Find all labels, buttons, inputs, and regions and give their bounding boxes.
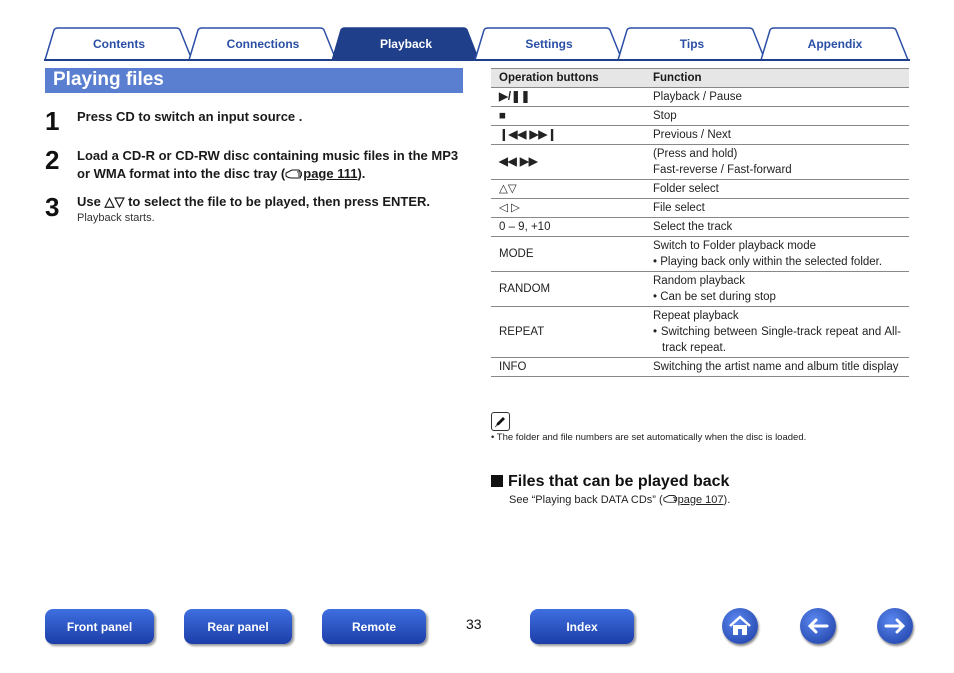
table-row [491, 107, 909, 126]
rear-panel-button[interactable] [184, 609, 292, 644]
hand-pointer-icon [663, 493, 678, 504]
button-label: Index [566, 620, 598, 634]
button-cell: RANDOM [491, 272, 645, 307]
tab-label: Tips [679, 37, 705, 51]
sub-text-part: See “Playing back DATA CDs” ( [509, 494, 663, 506]
button-cell: ◀◀ ▶▶ [491, 145, 645, 180]
column-header: Operation buttons [491, 69, 645, 88]
sub-heading [491, 473, 729, 491]
bullet-text: Playing back only within the selected folder. [660, 256, 883, 268]
function-bullet: • Can be set during stop [653, 291, 776, 303]
button-cell: INFO [491, 358, 645, 377]
tab-playback[interactable] [331, 27, 481, 60]
step-text [77, 147, 467, 183]
button-cell: 0 – 9, +10 [491, 218, 645, 237]
step-text: Press CD to switch an input source . [77, 109, 303, 124]
remote-button[interactable] [322, 609, 426, 644]
button-cell: △▽ [491, 180, 645, 199]
pencil-icon [491, 412, 510, 431]
section-title-bar [45, 68, 463, 93]
note-text: • The folder and file numbers are set automatically when the disc is loaded. [491, 432, 807, 443]
table-row [491, 145, 909, 180]
arrow-right-icon [877, 608, 913, 644]
index-button[interactable] [530, 609, 634, 644]
step-number: 3 [45, 192, 60, 222]
sub-text [509, 493, 730, 506]
function-line: Repeat playback [653, 310, 739, 322]
function-cell: File select [645, 199, 909, 218]
function-cell: Select the track [645, 218, 909, 237]
sub-text-part: ). [723, 494, 731, 506]
function-bullet: • Switching between Single-track repeat and All-track repeat. [653, 326, 901, 354]
table-row [491, 88, 909, 107]
back-button[interactable] [800, 608, 836, 644]
function-line: Random playback [653, 275, 746, 287]
tab-underline [44, 59, 910, 61]
tab-label: Settings [525, 37, 573, 51]
table-row [491, 237, 909, 272]
arrow-left-icon [800, 608, 836, 644]
button-cell: REPEAT [491, 307, 645, 358]
home-icon [722, 608, 758, 644]
function-cell [645, 307, 909, 358]
page-number: 33 [466, 616, 482, 632]
tab-contents[interactable] [44, 27, 194, 60]
column-header: Function [645, 69, 909, 88]
hand-pointer-icon [285, 167, 303, 180]
step-number: 2 [45, 145, 60, 175]
table-row [491, 126, 909, 145]
operation-table [491, 68, 909, 377]
button-label: Rear panel [207, 620, 269, 634]
tab-label: Appendix [807, 37, 863, 51]
table-row [491, 272, 909, 307]
tab-tips[interactable] [617, 27, 767, 60]
function-line: Switch to Folder playback mode [653, 240, 816, 252]
tab-label: Playback [379, 37, 433, 51]
table-row [491, 199, 909, 218]
front-panel-button[interactable] [45, 609, 154, 644]
tab-label: Connections [226, 37, 300, 51]
page-link[interactable]: page 111 [303, 166, 358, 181]
function-bullet: • Playing back only within the selected folder. [653, 256, 883, 268]
tab-label: Contents [93, 37, 145, 51]
tab-connections[interactable] [188, 27, 338, 60]
forward-button[interactable] [877, 608, 913, 644]
step-text-part: ). [357, 166, 366, 181]
button-cell: ◁ ▷ [491, 199, 645, 218]
home-button[interactable] [722, 608, 758, 644]
function-cell: Folder select [645, 180, 909, 199]
function-line: (Press and hold) [653, 148, 738, 160]
bullet-text: Can be set during stop [660, 291, 776, 303]
square-bullet-icon [491, 475, 503, 487]
tab-appendix[interactable] [760, 27, 910, 60]
function-cell [645, 272, 909, 307]
page-title: Playing files [53, 69, 164, 90]
sub-heading-text: Files that can be played back [508, 473, 730, 490]
button-cell: ❙◀◀ ▶▶❙ [491, 126, 645, 145]
button-cell: MODE [491, 237, 645, 272]
function-cell: Stop [645, 107, 909, 126]
function-cell: Previous / Next [645, 126, 909, 145]
tab-settings[interactable] [474, 27, 624, 60]
step-subtext: Playback starts. [77, 212, 155, 224]
button-label: Remote [351, 620, 396, 634]
button-label: Front panel [66, 620, 133, 634]
button-cell: ■ [491, 107, 645, 126]
page-link[interactable]: page 107 [677, 494, 724, 506]
function-cell: Playback / Pause [645, 88, 909, 107]
function-cell [645, 145, 909, 180]
step-number: 1 [45, 106, 60, 136]
step-text: Use △▽ to select the file to be played, then press ENTER. [77, 194, 431, 209]
bullet-text: Switching between Single-track repeat and All-track repeat. [660, 326, 901, 354]
button-cell: ▶/❚❚ [491, 88, 645, 107]
function-cell [645, 237, 909, 272]
table-row [491, 358, 909, 377]
table-row [491, 218, 909, 237]
table-row [491, 180, 909, 199]
function-cell: Switching the artist name and album title display [645, 358, 909, 377]
function-line: Fast-reverse / Fast-forward [653, 164, 792, 176]
step-text-part: Load a CD-R or CD-RW disc containing music files in the MP3 or WMA format into the disc tray ( [77, 148, 459, 181]
table-header-row [491, 69, 909, 88]
table-row [491, 307, 909, 358]
